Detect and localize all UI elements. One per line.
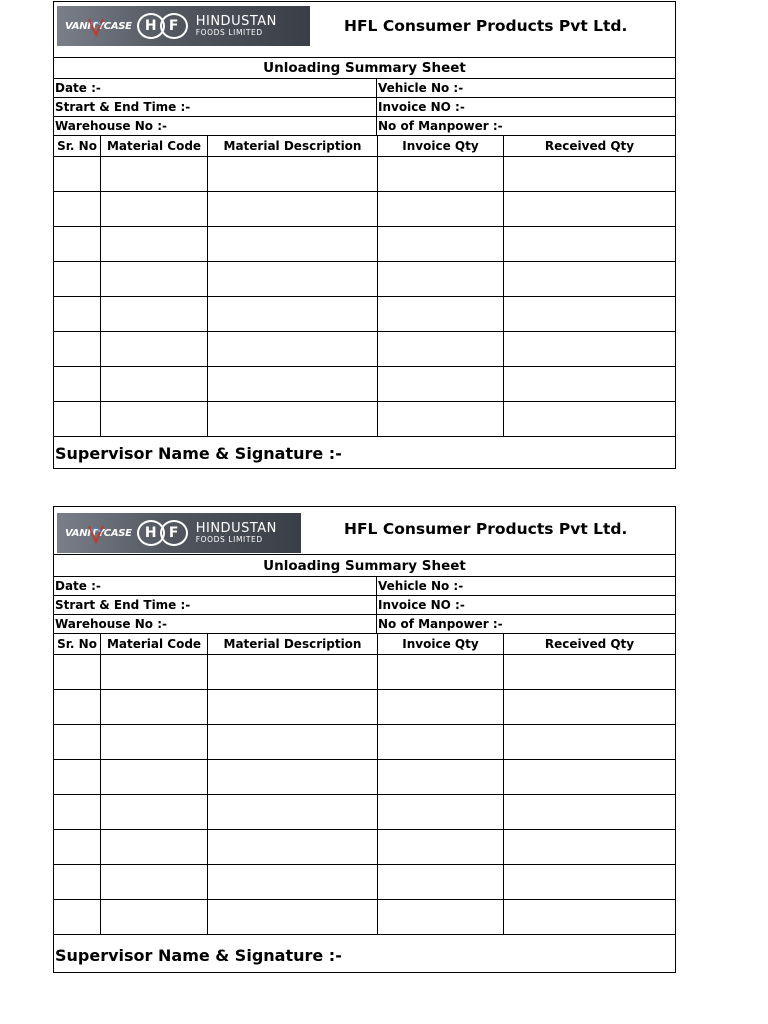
invoice-qty-cell[interactable]	[378, 795, 504, 829]
material-code-cell[interactable]	[101, 795, 208, 829]
material-code-cell[interactable]	[101, 725, 208, 759]
material-code-cell[interactable]	[101, 865, 208, 899]
material-description-cell[interactable]	[208, 655, 378, 689]
manpower-field[interactable]: No of Manpower :-	[378, 617, 503, 631]
info-row-2	[54, 596, 675, 615]
received-qty-cell[interactable]	[504, 795, 675, 829]
column-header-received-qty: Received Qty	[544, 637, 635, 651]
vanitycase-mark-icon	[87, 522, 105, 546]
sr-no-cell[interactable]	[54, 830, 101, 864]
sr-no-cell[interactable]	[54, 332, 101, 366]
table-row	[54, 725, 675, 760]
received-qty-cell[interactable]	[504, 725, 675, 759]
sheet-title: Unloading Summary Sheet	[54, 555, 675, 577]
received-qty-cell[interactable]	[504, 760, 675, 794]
material-description-cell[interactable]	[208, 367, 378, 401]
table-row	[54, 367, 675, 402]
table-row	[54, 157, 675, 192]
material-description-cell[interactable]	[208, 332, 378, 366]
material-code-cell[interactable]	[101, 655, 208, 689]
material-code-cell[interactable]	[101, 297, 208, 331]
sr-no-cell[interactable]	[54, 690, 101, 724]
vanitycase-logo: VANITYCASE	[65, 528, 132, 539]
material-description-cell[interactable]	[208, 192, 378, 226]
material-description-cell[interactable]	[208, 227, 378, 261]
company-name: HFL Consumer Products Pvt Ltd.	[344, 17, 628, 35]
material-description-cell[interactable]	[208, 900, 378, 934]
vanitycase-logo: VANITYCASE	[65, 21, 132, 32]
table-row	[54, 655, 675, 690]
invoice-no-field[interactable]: Invoice NO :-	[378, 598, 465, 612]
column-header-sr-no: Sr. No	[54, 136, 101, 156]
material-code-cell[interactable]	[101, 332, 208, 366]
received-qty-cell[interactable]	[504, 865, 675, 899]
company-name: HFL Consumer Products Pvt Ltd.	[344, 520, 628, 538]
brand-name: HINDUSTAN FOODS LIMITED	[195, 14, 277, 38]
material-description-cell[interactable]	[208, 297, 378, 331]
manpower-field[interactable]: No of Manpower :-	[378, 119, 503, 133]
column-header-material-description: Material Description	[208, 136, 378, 156]
sr-no-cell[interactable]	[54, 192, 101, 226]
invoice-no-field[interactable]: Invoice NO :-	[378, 100, 465, 114]
info-row-2	[54, 98, 675, 117]
column-header-invoice-qty: Invoice Qty	[378, 136, 504, 156]
info-row-1	[54, 79, 675, 98]
sr-no-cell[interactable]	[54, 865, 101, 899]
material-code-cell[interactable]	[101, 227, 208, 261]
material-description-cell[interactable]	[208, 402, 378, 436]
material-code-cell[interactable]	[101, 900, 208, 934]
received-qty-cell[interactable]	[504, 402, 675, 436]
invoice-qty-cell[interactable]	[378, 760, 504, 794]
info-row-3	[54, 615, 675, 634]
info-row-3	[54, 117, 675, 136]
table-row	[54, 402, 675, 437]
table-header	[54, 136, 675, 157]
material-description-cell[interactable]	[208, 690, 378, 724]
received-qty-cell[interactable]	[504, 690, 675, 724]
material-description-cell[interactable]	[208, 865, 378, 899]
unloading-sheet-1	[53, 1, 676, 469]
table-row	[54, 865, 675, 900]
received-qty-cell[interactable]	[504, 227, 675, 261]
material-code-cell[interactable]	[101, 402, 208, 436]
brand-name: HINDUSTAN FOODS LIMITED	[195, 521, 277, 545]
material-description-cell[interactable]	[208, 157, 378, 191]
received-qty-cell[interactable]	[504, 192, 675, 226]
unloading-sheet-2	[53, 506, 676, 973]
supervisor-signature-field[interactable]: Supervisor Name & Signature :-	[55, 444, 342, 463]
invoice-qty-cell[interactable]	[378, 332, 504, 366]
hf-logo-icon: H F	[137, 520, 188, 546]
material-description-cell[interactable]	[208, 760, 378, 794]
material-code-cell[interactable]	[101, 690, 208, 724]
vanitycase-mark-icon	[87, 15, 105, 39]
company-logo	[57, 6, 310, 46]
start-end-time-field[interactable]: Strart & End Time :-	[54, 596, 377, 614]
table-header	[54, 634, 675, 655]
table-row	[54, 900, 675, 935]
hf-logo-icon: H F	[137, 13, 188, 39]
column-header-material-description: Material Description	[208, 634, 378, 654]
material-description-cell[interactable]	[208, 795, 378, 829]
column-header-material-code: Material Code	[101, 136, 208, 156]
invoice-qty-cell[interactable]	[378, 367, 504, 401]
info-row-1	[54, 577, 675, 596]
column-header-invoice-qty: Invoice Qty	[378, 634, 504, 654]
received-qty-cell[interactable]	[504, 332, 675, 366]
date-field[interactable]: Date :-	[54, 577, 377, 595]
material-description-cell[interactable]	[208, 262, 378, 296]
material-code-cell[interactable]	[101, 192, 208, 226]
invoice-qty-cell[interactable]	[378, 865, 504, 899]
sr-no-cell[interactable]	[54, 760, 101, 794]
received-qty-cell[interactable]	[504, 655, 675, 689]
sr-no-cell[interactable]	[54, 297, 101, 331]
received-qty-cell[interactable]	[504, 157, 675, 191]
invoice-qty-cell[interactable]	[378, 402, 504, 436]
sheet-title: Unloading Summary Sheet	[54, 58, 675, 79]
sr-no-cell[interactable]	[54, 795, 101, 829]
invoice-qty-cell[interactable]	[378, 297, 504, 331]
material-code-cell[interactable]	[101, 830, 208, 864]
material-description-cell[interactable]	[208, 830, 378, 864]
received-qty-cell[interactable]	[504, 367, 675, 401]
invoice-qty-cell[interactable]	[378, 690, 504, 724]
table-row	[54, 760, 675, 795]
material-code-cell[interactable]	[101, 760, 208, 794]
table-row	[54, 795, 675, 830]
vehicle-no-field[interactable]: Vehicle No :-	[378, 579, 464, 593]
column-header-material-code: Material Code	[101, 634, 208, 654]
invoice-qty-cell[interactable]	[378, 227, 504, 261]
invoice-qty-cell[interactable]	[378, 655, 504, 689]
supervisor-signature-field[interactable]: Supervisor Name & Signature :-	[55, 945, 342, 965]
received-qty-cell[interactable]	[504, 900, 675, 934]
table-row	[54, 690, 675, 725]
received-qty-cell[interactable]	[504, 830, 675, 864]
warehouse-no-field[interactable]: Warehouse No :-	[54, 615, 377, 633]
sheet-header	[54, 507, 675, 555]
vehicle-no-field[interactable]: Vehicle No :-	[378, 81, 464, 95]
sr-no-cell[interactable]	[54, 402, 101, 436]
warehouse-no-field[interactable]: Warehouse No :-	[54, 117, 377, 135]
material-code-cell[interactable]	[101, 367, 208, 401]
table-row	[54, 227, 675, 262]
table-body	[54, 655, 675, 935]
table-row	[54, 262, 675, 297]
date-field[interactable]: Date :-	[54, 79, 377, 97]
sr-no-cell[interactable]	[54, 227, 101, 261]
invoice-qty-cell[interactable]	[378, 725, 504, 759]
column-header-received-qty: Received Qty	[544, 139, 635, 153]
invoice-qty-cell[interactable]	[378, 157, 504, 191]
sr-no-cell[interactable]	[54, 725, 101, 759]
material-description-cell[interactable]	[208, 725, 378, 759]
sr-no-cell[interactable]	[54, 655, 101, 689]
start-end-time-field[interactable]: Strart & End Time :-	[54, 98, 377, 116]
sr-no-cell[interactable]	[54, 367, 101, 401]
table-row	[54, 297, 675, 332]
invoice-qty-cell[interactable]	[378, 900, 504, 934]
table-body	[54, 157, 675, 437]
sheet-header	[54, 2, 675, 58]
invoice-qty-cell[interactable]	[378, 192, 504, 226]
sr-no-cell[interactable]	[54, 262, 101, 296]
sr-no-cell[interactable]	[54, 157, 101, 191]
received-qty-cell[interactable]	[504, 262, 675, 296]
table-row	[54, 192, 675, 227]
sr-no-cell[interactable]	[54, 900, 101, 934]
table-row	[54, 830, 675, 865]
table-row	[54, 332, 675, 367]
material-code-cell[interactable]	[101, 157, 208, 191]
column-header-sr-no: Sr. No	[54, 634, 101, 654]
company-logo	[57, 513, 301, 553]
invoice-qty-cell[interactable]	[378, 262, 504, 296]
invoice-qty-cell[interactable]	[378, 830, 504, 864]
material-code-cell[interactable]	[101, 262, 208, 296]
received-qty-cell[interactable]	[504, 297, 675, 331]
